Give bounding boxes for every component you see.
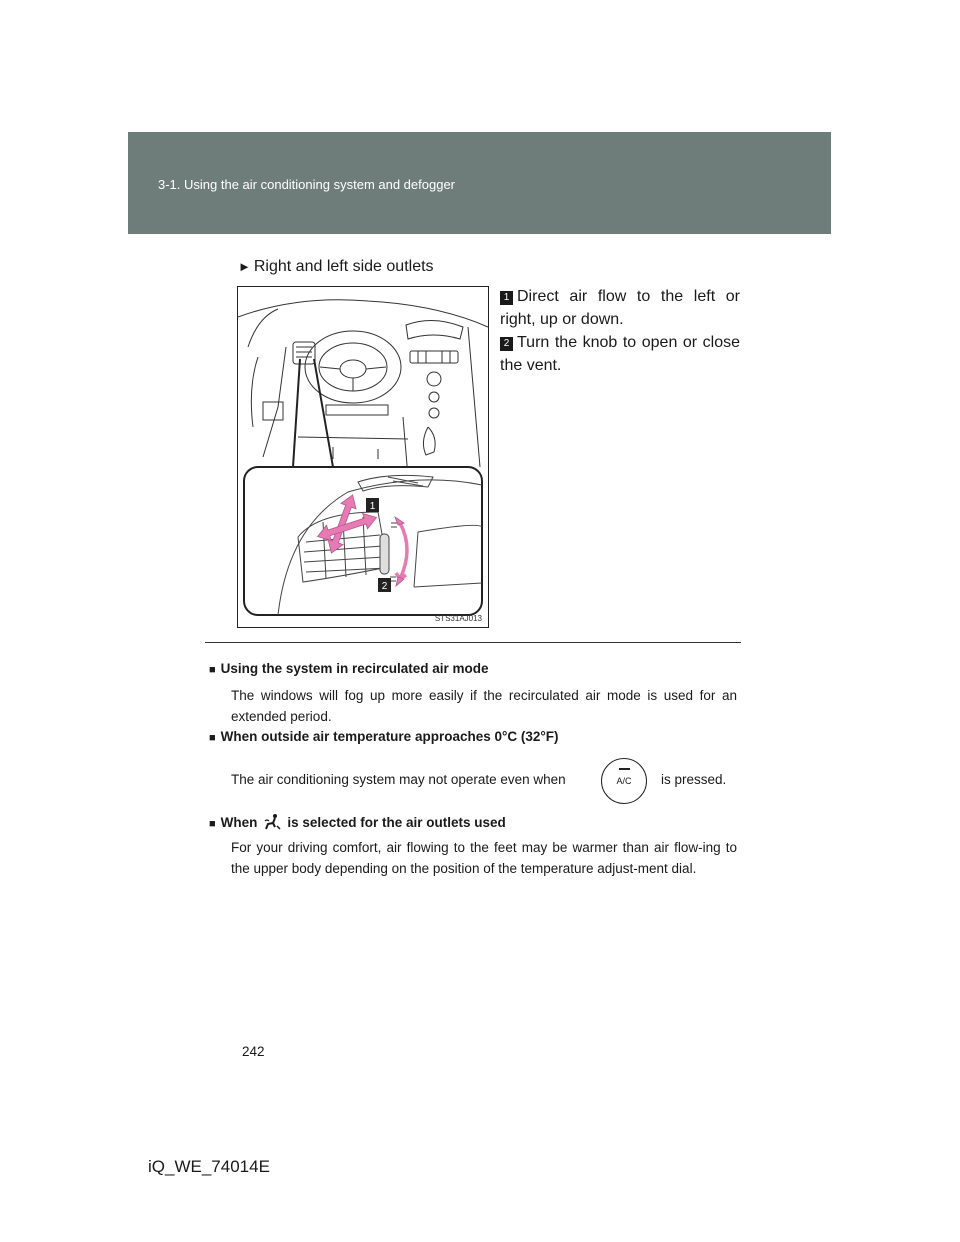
section-header: 3-1. Using the air conditioning system and defogger — [158, 177, 456, 192]
figure-code: STS31AJ013 — [434, 614, 482, 623]
ac-indicator — [619, 768, 630, 770]
triangle-bullet-icon: ► — [238, 259, 251, 274]
callout-2: 2 — [381, 581, 388, 592]
divider — [205, 642, 741, 643]
step-number: 1 — [500, 291, 513, 305]
note-title-outside — [209, 729, 559, 744]
note-title-recirc — [209, 661, 489, 676]
step-1 — [500, 285, 740, 331]
note-title-text: When — [220, 815, 258, 830]
section-title — [238, 258, 434, 276]
note-body-outside: The air conditioning system may not operate even when — [231, 772, 566, 787]
step-text: Direct air flow to the left or right, up or down. — [500, 288, 740, 328]
note-title-when — [209, 813, 506, 831]
outlet-illustration — [237, 286, 489, 628]
step-number: 2 — [500, 337, 513, 351]
step-2 — [500, 331, 740, 377]
section-title-text: Right and left side outlets — [253, 258, 434, 275]
note-body-outside-end: is pressed. — [661, 772, 727, 787]
document-code: iQ_WE_74014E — [148, 1157, 270, 1176]
square-bullet-icon: ■ — [209, 818, 216, 830]
note-title-text: Using the system in recirculated air mode — [220, 661, 489, 676]
square-bullet-icon: ■ — [209, 664, 216, 676]
page-number: 242 — [242, 1044, 265, 1059]
square-bullet-icon: ■ — [209, 732, 216, 744]
note-body-recirc: The windows will fog up more easily if the recirculated air mode is used for an extended period. — [231, 688, 737, 724]
ac-button-icon — [601, 758, 647, 804]
callout-1: 1 — [369, 501, 376, 512]
step-text: Turn the knob to open or close the vent. — [500, 334, 740, 374]
note-title-text: When outside air temperature approaches 0°C (32°F) — [220, 729, 559, 744]
note-body-when: For your driving comfort, air flowing to the feet may be warmer than air flow-ing to the upper body depending on the position of the temperature adjust-ment dial. — [231, 840, 737, 876]
ac-button-label: A/C — [616, 776, 632, 786]
note-title-text-end: is selected for the air outlets used — [287, 815, 506, 830]
foot-airflow-icon — [263, 813, 281, 831]
car-interior-drawing — [238, 287, 488, 627]
